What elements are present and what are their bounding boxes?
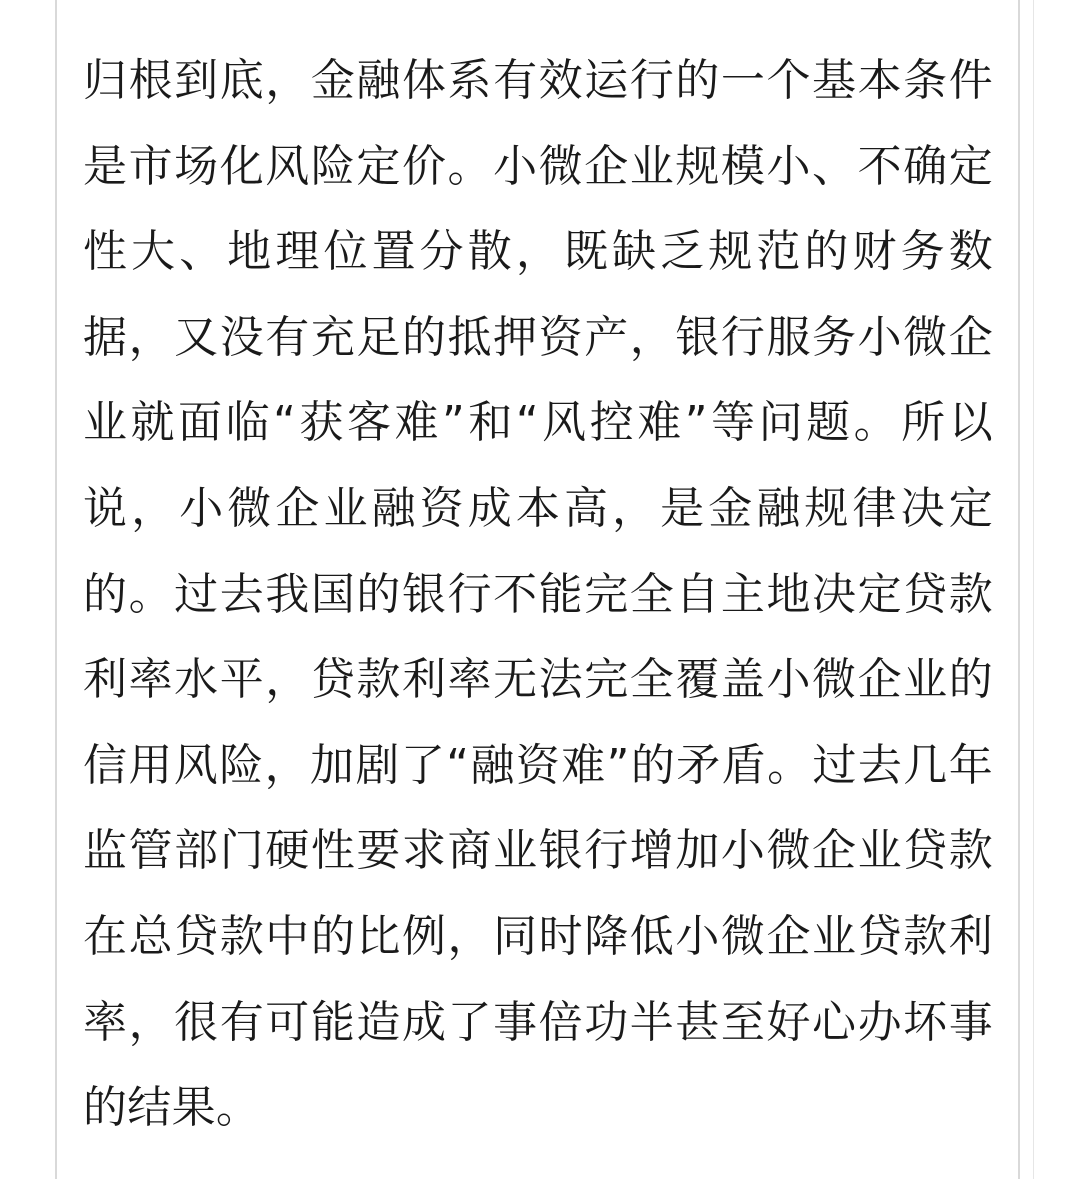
scroll-edge-line xyxy=(1033,0,1034,1179)
right-border-line xyxy=(1018,0,1020,1179)
article-line: 据，又没有充足的抵押资产，银行服务小微企 xyxy=(83,311,993,363)
article-line: 利率水平，贷款利率无法完全覆盖小微企业的 xyxy=(83,654,993,706)
article-line: 的。过去我国的银行不能完全自主地决定贷款 xyxy=(83,568,993,620)
article-line: 率，很有可能造成了事倍功半甚至好心办坏事 xyxy=(83,996,993,1048)
article-line: 监管部门硬性要求商业银行增加小微企业贷款 xyxy=(83,825,993,877)
article-line: 的结果。 xyxy=(83,1082,261,1134)
article-line: 归根到底，金融体系有效运行的一个基本条件 xyxy=(83,55,993,106)
article-line: 信用风险，加剧了“融资难”的矛盾。过去几年 xyxy=(83,739,993,791)
article-line: 在总贷款中的比例，同时降低小微企业贷款利 xyxy=(83,910,993,962)
article-line: 说，小微企业融资成本高，是金融规律决定 xyxy=(83,482,993,534)
article-line: 是市场化风险定价。小微企业规模小、不确定 xyxy=(83,140,993,192)
article-line: 性大、地理位置分散，既缺乏规范的财务数 xyxy=(83,226,993,278)
article-line: 业就面临“获客难”和“风控难”等问题。所以 xyxy=(83,397,993,449)
article-body xyxy=(83,38,993,1151)
left-border-line xyxy=(55,0,57,1179)
